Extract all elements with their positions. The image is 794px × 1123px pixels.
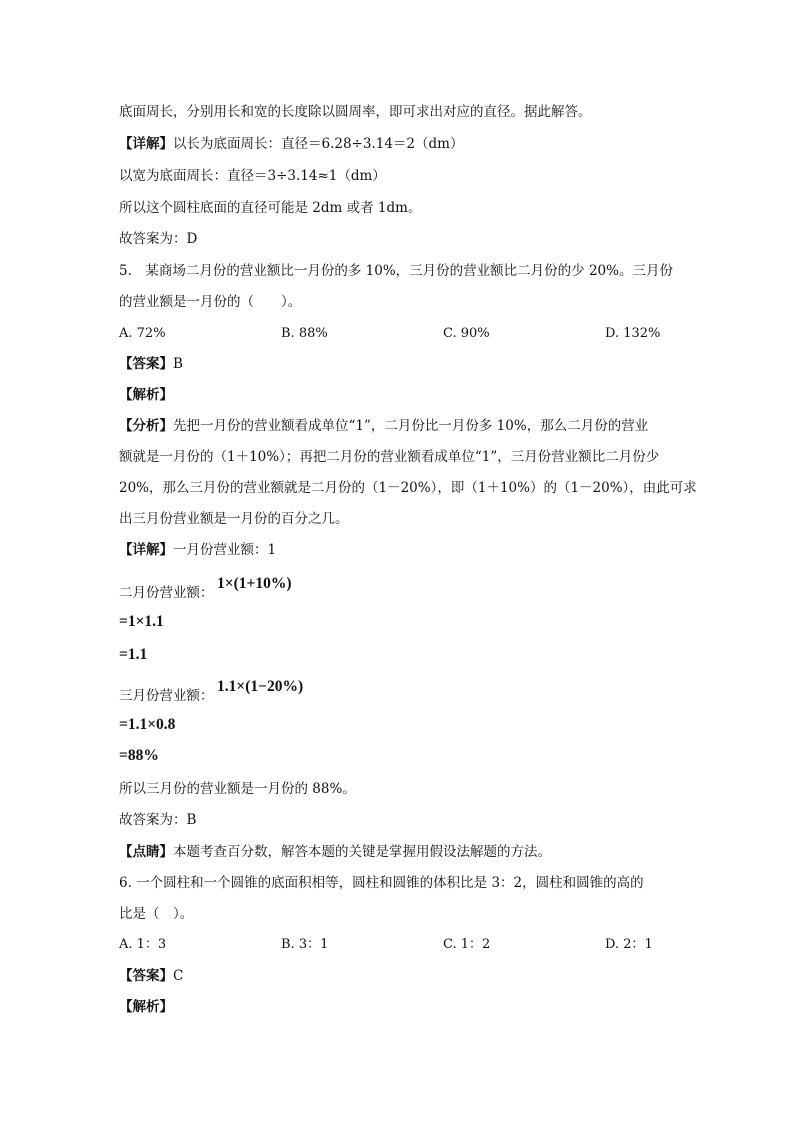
mar-expression: 1.1×(1−20%) <box>217 678 304 695</box>
answer-tag: 【答案】 <box>119 968 173 984</box>
q5-option-b: B. 88% <box>281 326 328 341</box>
analysis-lead-tag: 【分析】 <box>119 418 173 434</box>
detail-tag: 【详解】 <box>119 542 173 558</box>
q6-stem-line-2: 比是（ ）。 <box>119 906 194 922</box>
feb-step-1: =1×1.1 <box>119 613 164 630</box>
q6-option-a: A. 1：3 <box>119 937 167 952</box>
q5-final-answer: 故答案为：B <box>119 812 197 828</box>
analysis-text: 先把一月份的营业额看成单位“1”，二月份比一月份多 10%，那么二月份的营业 <box>173 418 649 434</box>
q5-analysis-line-4: 出三月份营业额是一月份的百分之几。 <box>119 511 349 527</box>
comment-text: 本题考查百分数，解答本题的关键是掌握用假设法解题的方法。 <box>173 844 551 860</box>
detail-line <box>119 134 463 154</box>
q5-option-a: A. 72% <box>119 326 166 341</box>
answer-line: 故答案为：D <box>119 231 198 247</box>
detail-text: 一月份营业额：1 <box>173 542 277 558</box>
feb-label: 二月份营业额： <box>119 585 214 601</box>
q6-option-c: C. 1：2 <box>443 937 491 952</box>
q5-detail <box>119 540 276 560</box>
q5-analysis-tag: 【解析】 <box>119 387 173 403</box>
text-line: 以宽为底面周长：直径＝3÷3.14≈1（dm） <box>119 168 386 184</box>
q5-analysis-line-2: 额就是一月份的（1＋10%）；再把二月份的营业额看成单位“1”，三月份营业额比二月份少 <box>119 449 660 465</box>
mar-step-1: =1.1×0.8 <box>119 716 176 733</box>
mar-label: 三月份营业额： <box>119 688 214 704</box>
q5-stem-line-2: 的营业额是一月份的（ ）。 <box>119 294 302 310</box>
feb-step-2: =1.1 <box>119 646 148 663</box>
q6-option-b: B. 3：1 <box>281 937 329 952</box>
q5-analysis-line-1 <box>119 416 648 436</box>
q6-analysis-tag: 【解析】 <box>119 999 173 1015</box>
q5-answer <box>119 354 183 374</box>
q5-stem-line-1: 5. 某商场二月份的营业额比一月份的多 10%，三月份的营业额比二月份的少 20%。三月份 <box>119 263 673 279</box>
q5-option-d: D. 132% <box>605 326 661 341</box>
detail-tag: 【详解】 <box>119 136 173 152</box>
feb-expression: 1×(1+10%) <box>217 575 292 592</box>
q5-conclusion: 所以三月份的营业额是一月份的 88%。 <box>119 781 356 797</box>
answer-value: C <box>173 968 184 984</box>
q6-stem-line-1: 6. 一个圆柱和一个圆锥的底面积相等，圆柱和圆锥的体积比是 3：2，圆柱和圆锥的高的 <box>119 875 644 891</box>
answer-tag: 【答案】 <box>119 356 173 372</box>
q5-analysis-line-3: 20%，那么三月份的营业额就是二月份的（1－20%），即（1＋10%）的（1－20%），由此可求 <box>119 480 697 496</box>
q6-option-d: D. 2：1 <box>605 937 653 952</box>
q6-answer <box>119 966 183 986</box>
detail-text: 以长为底面周长：直径＝6.28÷3.14＝2（dm） <box>173 136 464 152</box>
q5-option-c: C. 90% <box>443 326 490 341</box>
answer-value: B <box>173 356 183 372</box>
comment-tag: 【点睛】 <box>119 844 173 860</box>
q5-comment <box>119 842 551 862</box>
text-line: 所以这个圆柱底面的直径可能是 2dm 或者 1dm。 <box>119 200 422 216</box>
text-line: 底面周长，分别用长和宽的长度除以圆周率，即可求出对应的直径。据此解答。 <box>119 104 592 120</box>
mar-step-2: =88% <box>119 747 159 764</box>
